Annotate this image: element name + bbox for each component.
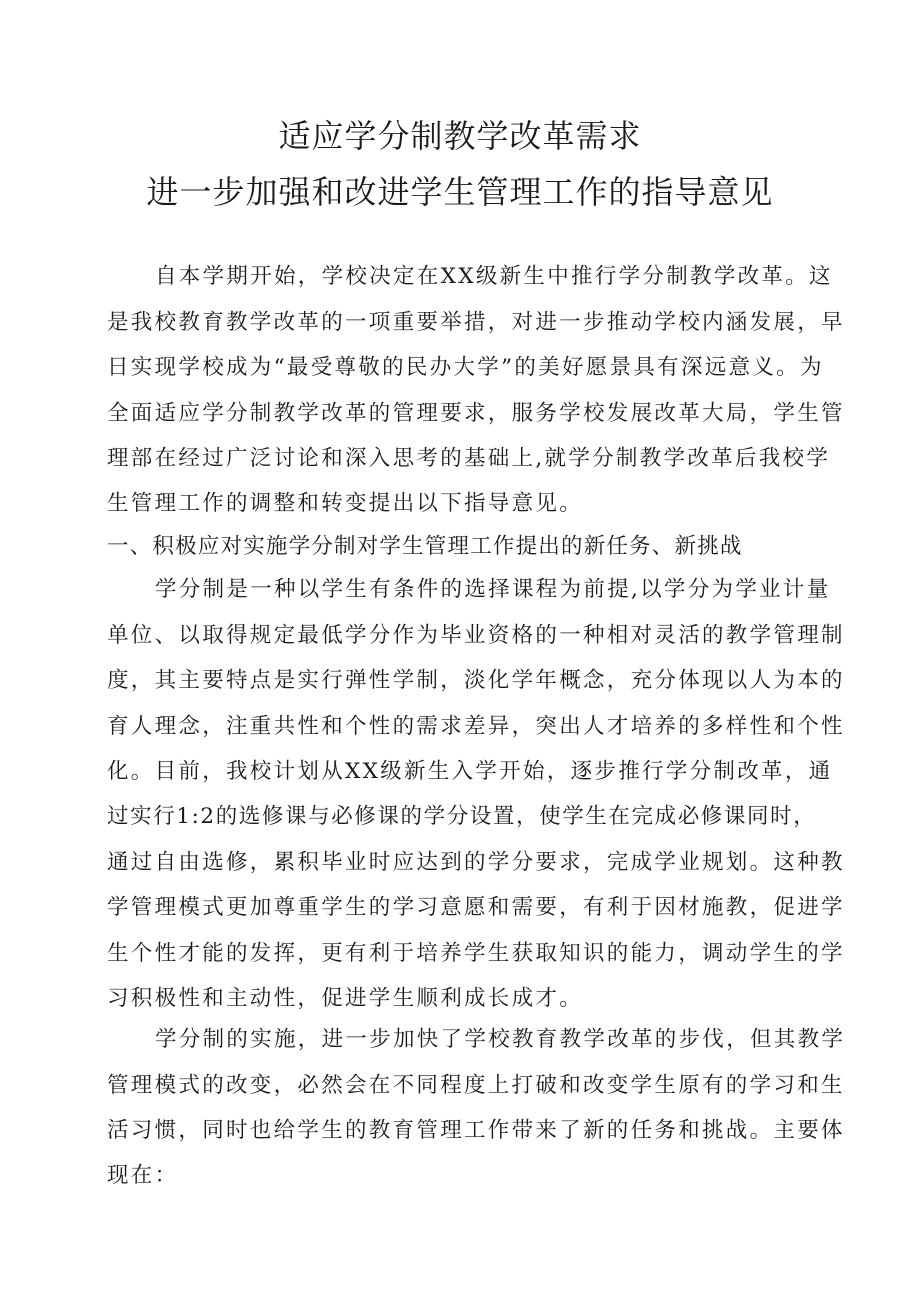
paragraph-2-line-3: 度，其主要特点是实行弹性学制，淡化学年概念，充分体现以人为本的	[107, 668, 845, 693]
paragraph-2-line-1: 学分制是一种以学生有条件的选择课程为前提,以学分为学业计量	[155, 577, 831, 602]
document-title	[0, 108, 920, 220]
paragraph-1-line-2: 是我校教育教学改革的一项重要举措，对进一步推动学校内涵发展，早	[107, 310, 845, 335]
paragraph-3-line-1: 学分制的实施，进一步加快了学校教育教学改革的步伐，但其教学	[155, 1027, 846, 1052]
paragraph-1-line-4: 全面适应学分制教学改革的管理要求，服务学校发展改革大局，学生管	[107, 401, 845, 426]
section-heading-1: 一、积极应对实施学分制对学生管理工作提出的新任务、新挑战	[107, 534, 743, 559]
paragraph-3-line-2: 管理模式的改变，必然会在不同程度上打破和改变学生原有的学习和生	[107, 1073, 845, 1098]
paragraph-2-line-8: 学管理模式更加尊重学生的学习意愿和需要，有利于因材施教，促进学	[107, 895, 845, 920]
paragraph-2-line-6: 过实行1:2的选修课与必修课的学分设置，使学生在完成必修课同时，	[107, 804, 817, 829]
paragraph-3-line-3: 活习惯，同时也给学生的教育管理工作带来了新的任务和挑战。主要体	[107, 1118, 845, 1143]
paragraph-2-line-9: 生个性才能的发挥，更有利于培养学生获取知识的能力，调动学生的学	[107, 941, 845, 966]
paragraph-3-line-4: 现在：	[107, 1163, 179, 1188]
paragraph-2-line-5: 化。目前，我校计划从XX级新生入学开始，逐步推行学分制改革，通	[107, 759, 833, 784]
paragraph-1-line-5: 理部在经过广泛讨论和深入思考的基础上,就学分制教学改革后我校学	[107, 446, 831, 471]
paragraph-1-line-3: 日实现学校成为“最受尊敬的民办大学”的美好愿景具有深远意义。为	[107, 355, 824, 380]
paragraph-2-line-10: 习积极性和主动性，促进学生顺利成长成才。	[107, 986, 584, 1011]
paragraph-2-line-2: 单位、以取得规定最低学分作为毕业资格的一种相对灵活的教学管理制	[107, 623, 845, 648]
paragraph-1-line-1: 自本学期开始，学校决定在XX级新生中推行学分制教学改革。这	[155, 264, 833, 289]
title-line-1: 适应学分制教学改革需求	[278, 117, 642, 155]
paragraph-1-line-6: 生管理工作的调整和转变提出以下指导意见。	[107, 491, 584, 516]
title-line-2: 进一步加强和改进学生管理工作的指导意见	[146, 173, 774, 211]
paragraph-2-line-7: 通过自由选修，累积毕业时应达到的学分要求，完成学业规划。这种教	[107, 850, 845, 875]
paragraph-2-line-4: 育人理念，注重共性和个性的需求差异，突出人才培养的多样性和个性	[107, 714, 845, 739]
